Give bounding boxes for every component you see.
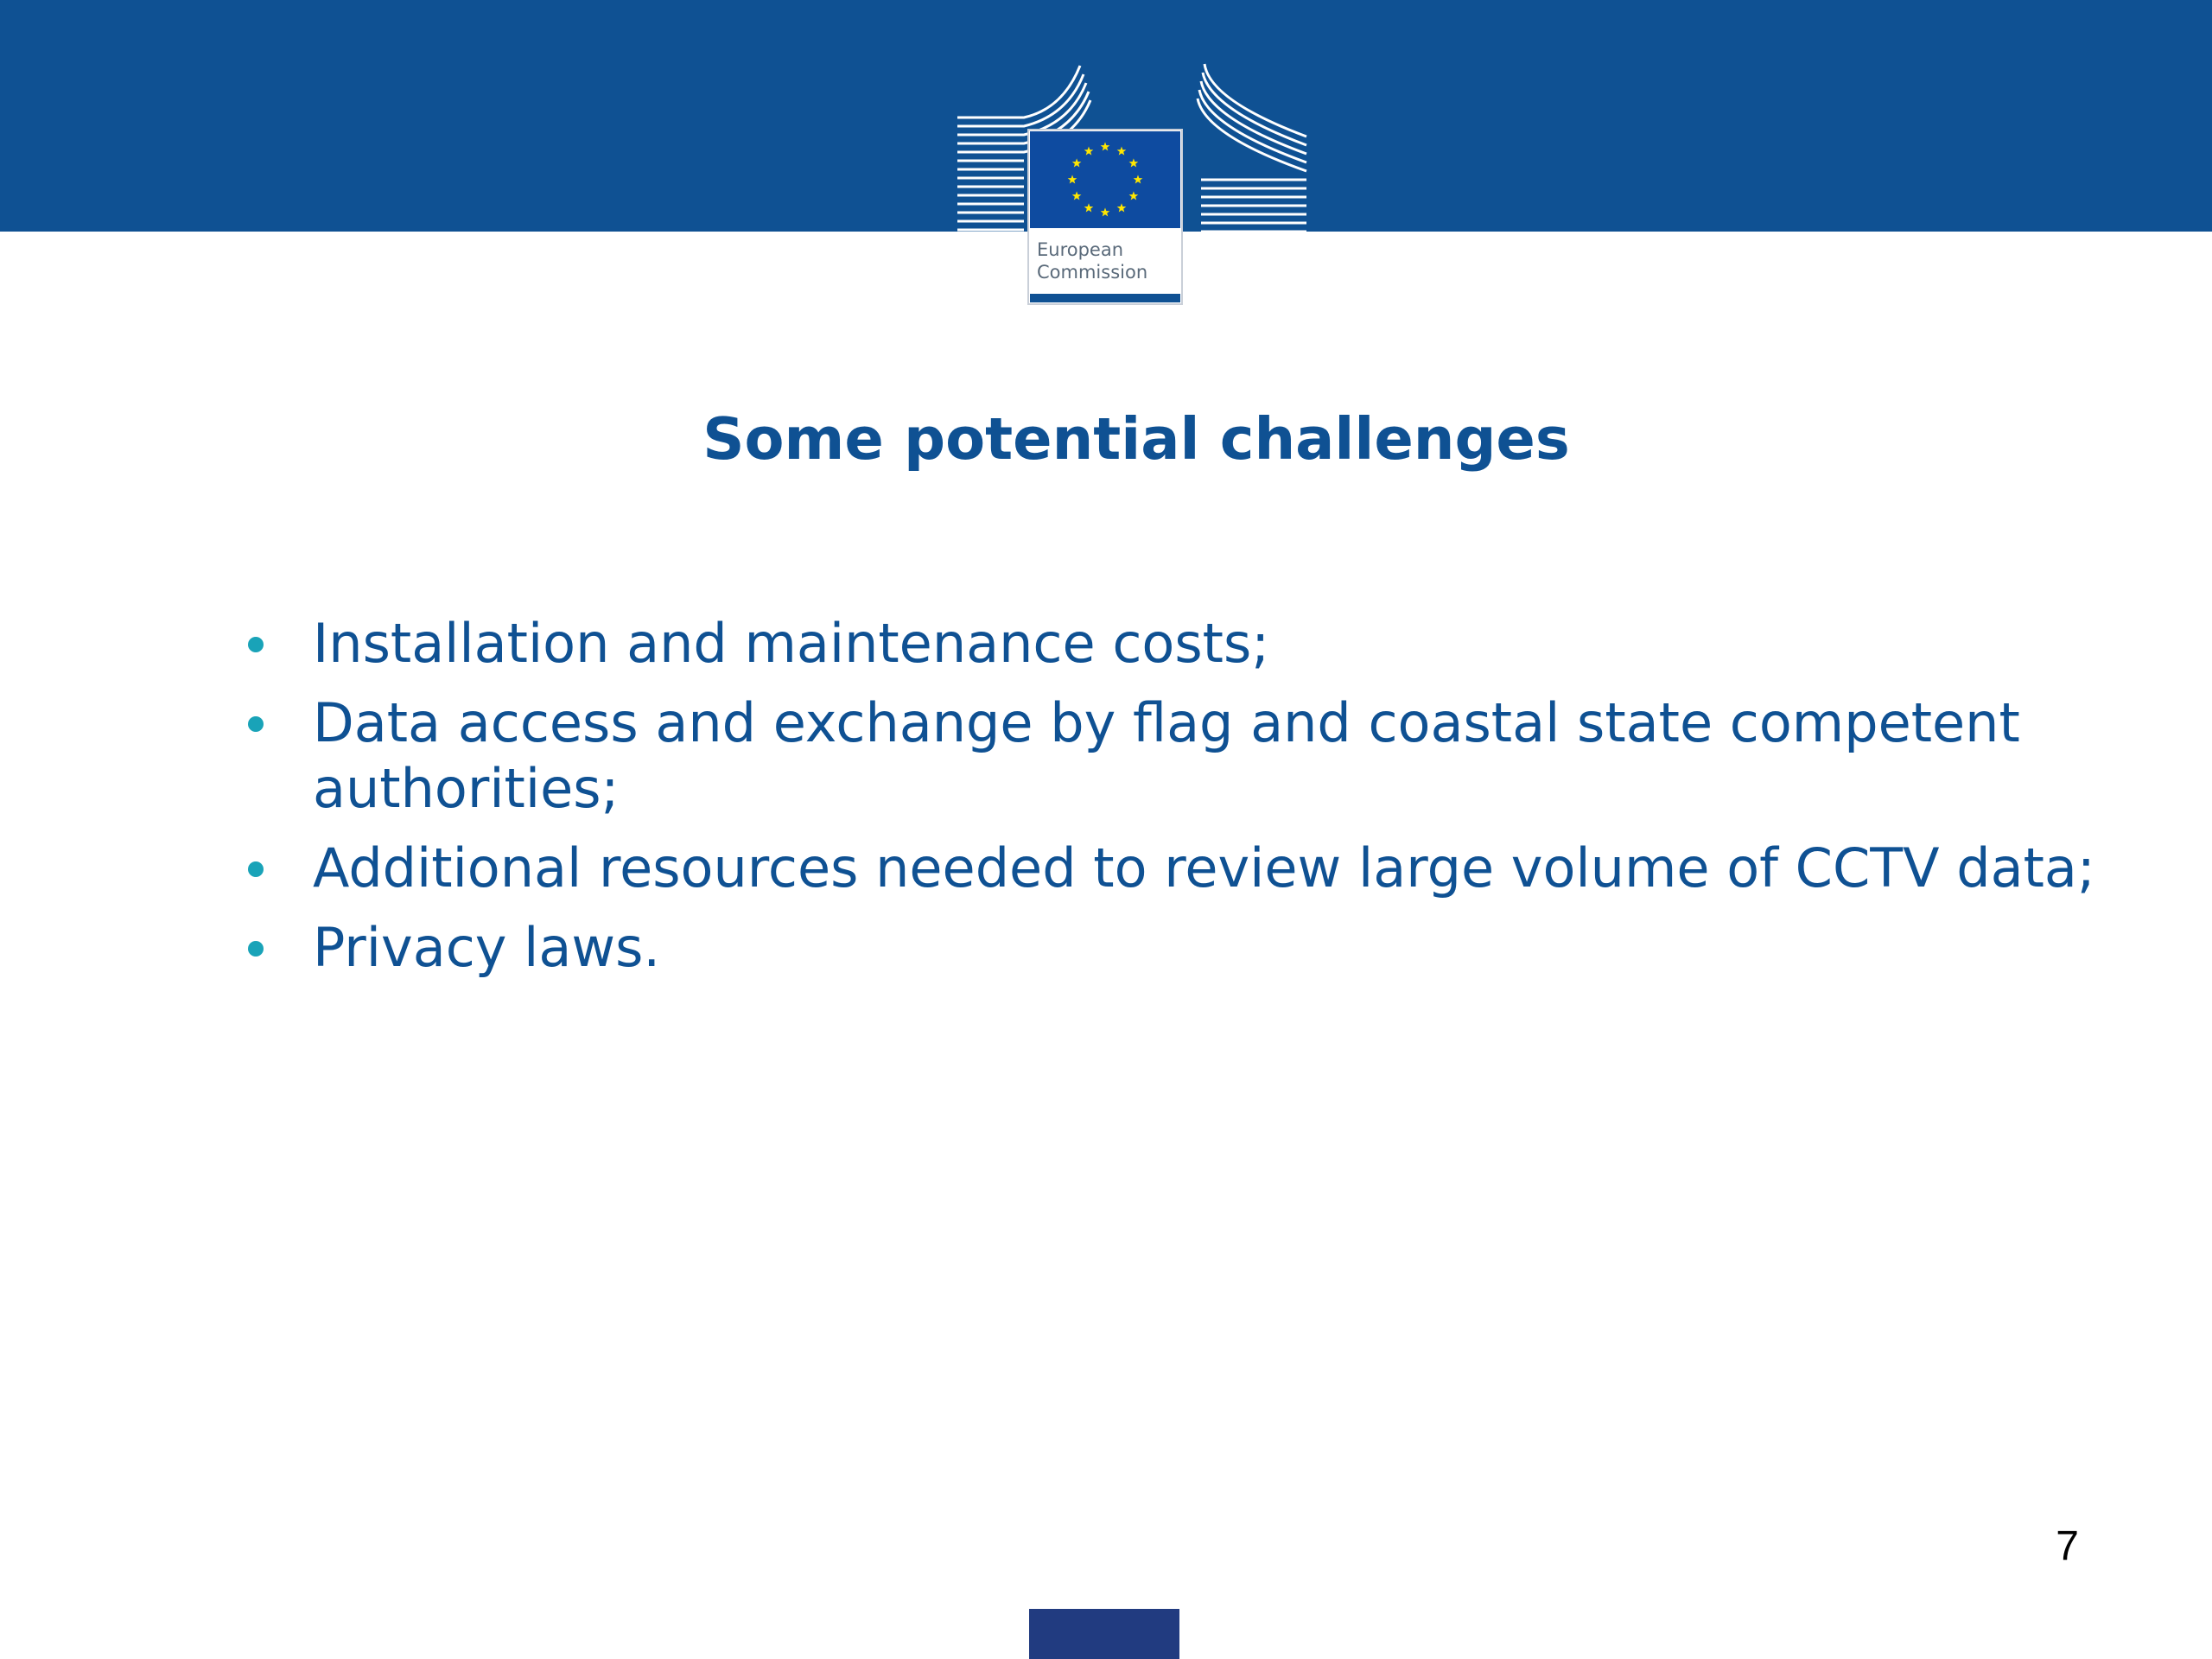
bullet-text: Privacy laws. <box>313 916 661 979</box>
european-commission-logo <box>950 57 1310 308</box>
bullet-text: Data access and exchange by flag and coastal state competent authorities; <box>313 691 2020 820</box>
logo-line-2: Commission <box>1037 262 1148 283</box>
bullet-dot-icon <box>248 716 264 732</box>
bullet-item <box>244 915 2101 981</box>
bullet-item <box>244 611 2101 677</box>
bullet-list <box>244 611 2101 995</box>
page-number: 7 <box>2056 1523 2079 1569</box>
bullet-dot-icon <box>248 941 264 957</box>
bullet-item <box>244 690 2101 822</box>
logo-line-1: European <box>1037 239 1124 260</box>
bullet-dot-icon <box>248 637 264 652</box>
bullet-text: Installation and maintenance costs; <box>313 612 1270 675</box>
bullet-item <box>244 836 2101 901</box>
slide-title: Some potential challenges <box>702 405 1570 473</box>
bullet-dot-icon <box>248 861 264 877</box>
footer-tab <box>1029 1609 1179 1659</box>
bullet-text: Additional resources needed to review large volume of CCTV data; <box>313 836 2095 899</box>
